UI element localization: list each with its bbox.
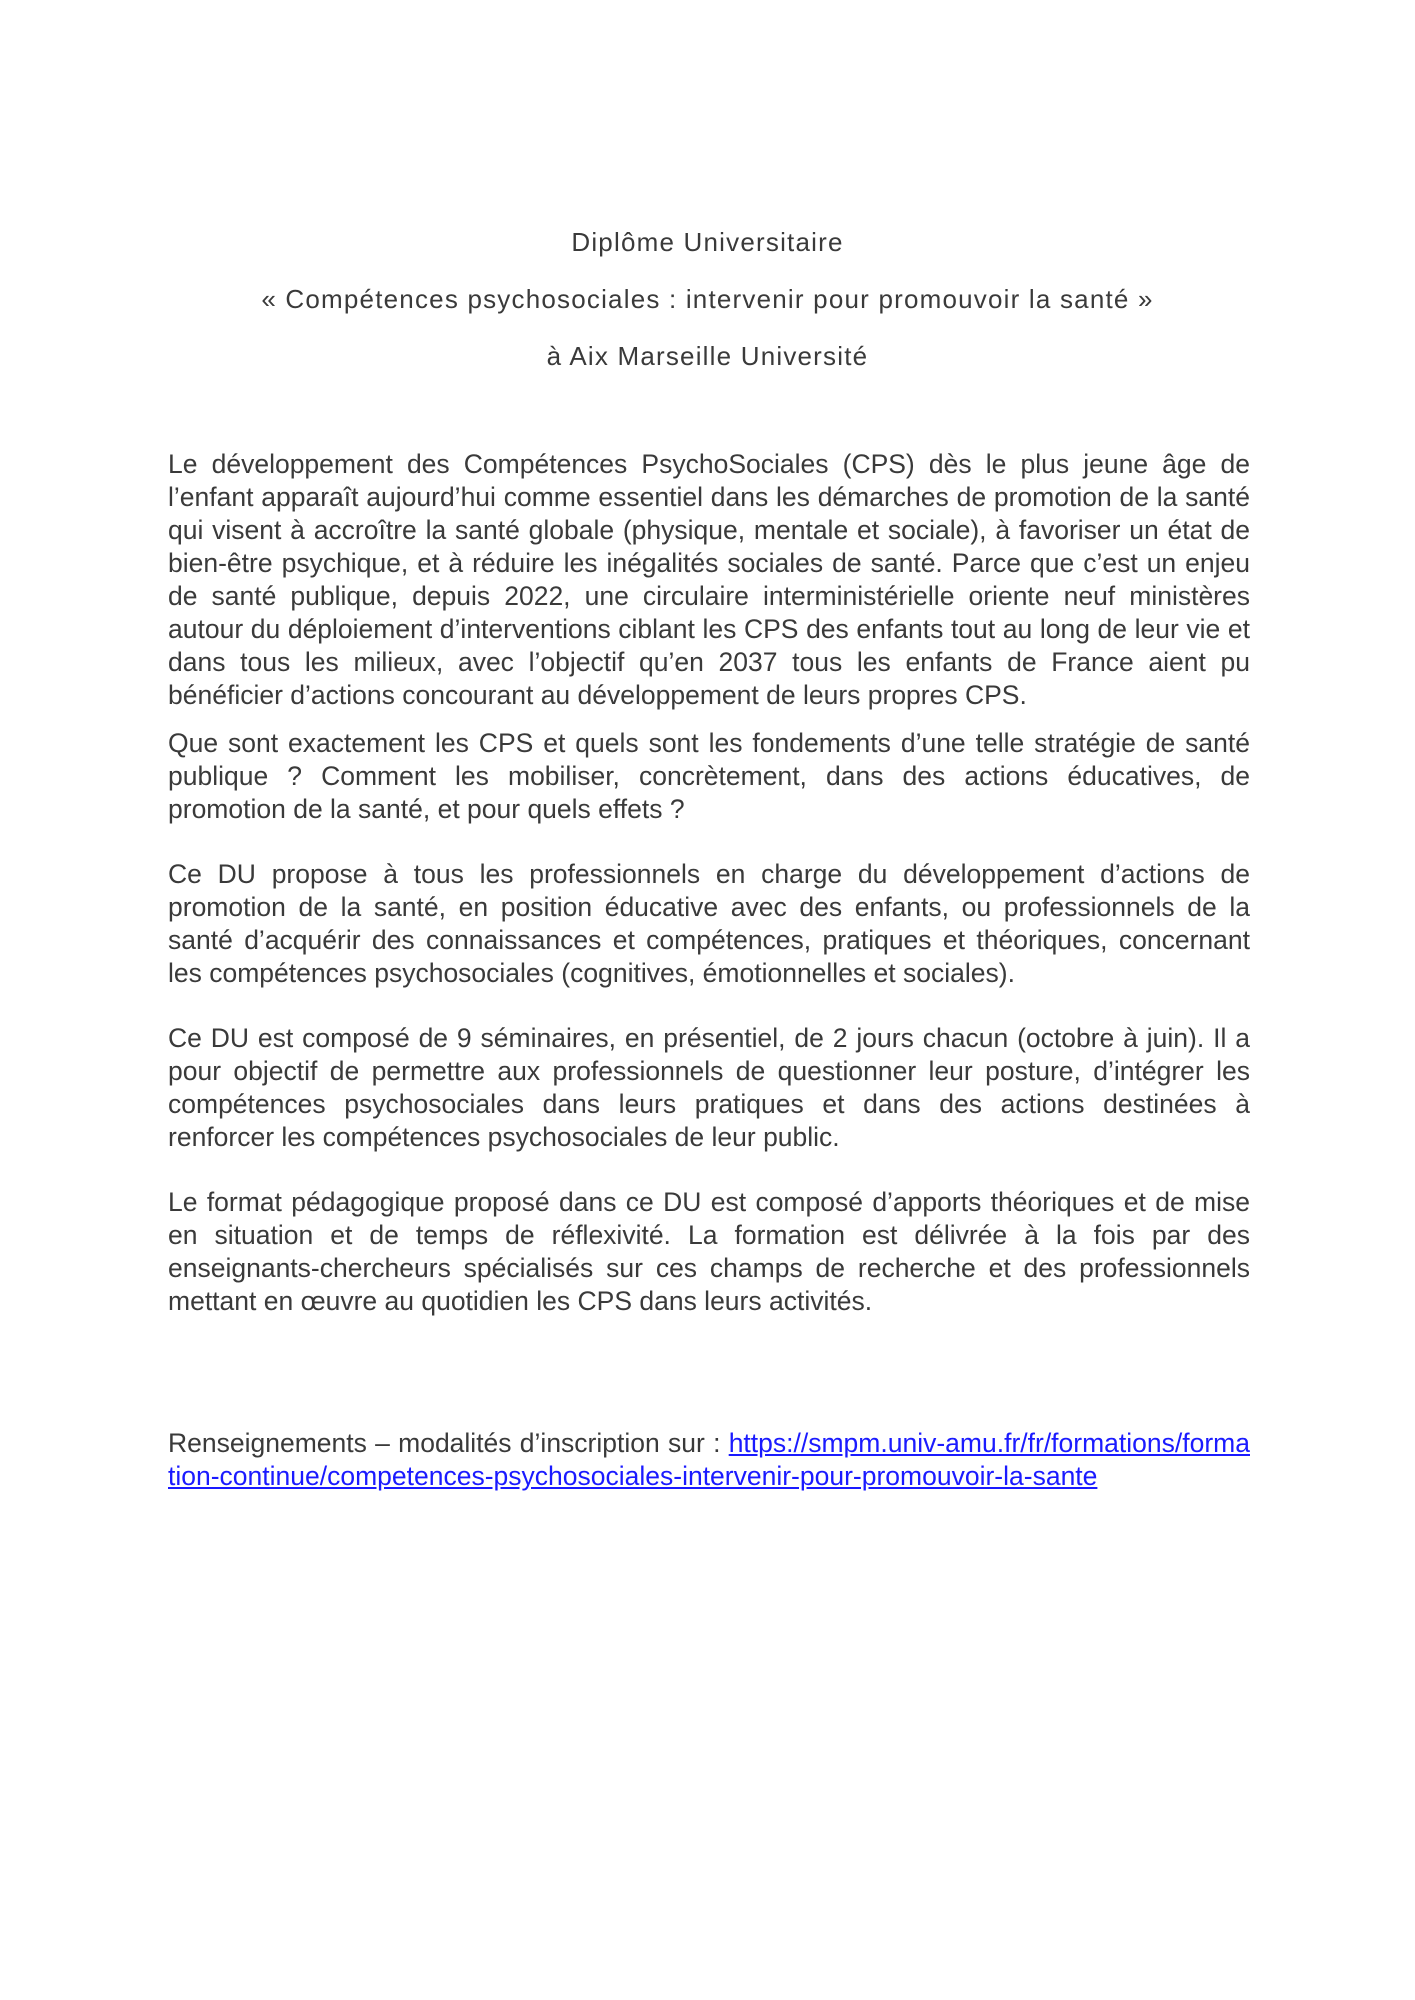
- paragraph-format: Le format pédagogique proposé dans ce DU est composé d’apports théoriques et de mise en situation et de temps de réflexivité. La formation est délivrée à la fois par des enseignants-chercheurs spécialisés sur ces champs de recherche et des professionnels mettant en œuvre au quotidien les CPS dans leurs activités.: [168, 1187, 1250, 1316]
- paragraph-questions: Que sont exactement les CPS et quels sont les fondements d’une telle stratégie de santé publique ? Comment les mobiliser, concrètement, dans des actions éducatives, de promotion de la santé, et pour quels effets ?: [168, 728, 1250, 824]
- paragraph-intro: Le développement des Compétences PsychoSociales (CPS) dès le plus jeune âge de l’enfant apparaît aujourd’hui comme essentiel dans les démarches de promotion de la santé qui visent à accroître la santé globale (physique, mentale et sociale), à favoriser un état de bien-être psychique, et à réduire les inégalités sociales de santé. Parce que c’est un enjeu de santé publique, depuis 2022, une circulaire interministérielle oriente neuf ministères autour du déploiement d’interventions ciblant les CPS des enfants tout au long de leur vie et dans tous les milieux, avec l’objectif qu’en 2037 tous les enfants de France aient pu bénéficier d’actions concourant au développement de leurs propres CPS.: [168, 449, 1250, 710]
- header-university: à Aix Marseille Université: [546, 341, 869, 371]
- document-body: [168, 448, 1250, 1318]
- registration-link[interactable]: https://smpm.univ-amu.fr/fr/formations/formation-continue/competences-psychosociales-intervenir-pour-promouvoir-la-sante: [168, 1428, 1250, 1491]
- header-diploma-title: Diplôme Universitaire: [571, 227, 844, 257]
- paragraph-structure: Ce DU est composé de 9 séminaires, en présentiel, de 2 jours chacun (octobre à juin). Il a pour objectif de permettre aux professionnels de questionner leur posture, d’intégrer les compétences psychosociales dans leurs pratiques et dans des actions destinées à renforcer les compétences psychosociales de leur public.: [168, 1023, 1250, 1152]
- header-course-title: « Compétences psychosociales : intervenir pour promouvoir la santé »: [261, 284, 1154, 314]
- registration-label: Renseignements – modalités d’inscription sur :: [168, 1428, 729, 1458]
- registration-info: [168, 1427, 1250, 1493]
- document-header: [0, 222, 1415, 393]
- paragraph-audience: Ce DU propose à tous les professionnels en charge du développement d’actions de promotion de la santé, en position éducative avec des enfants, ou professionnels de la santé d’acquérir des connaissances et compétences, pratiques et théoriques, concernant les compétences psychosociales (cognitives, émotionnelles et sociales).: [168, 859, 1250, 988]
